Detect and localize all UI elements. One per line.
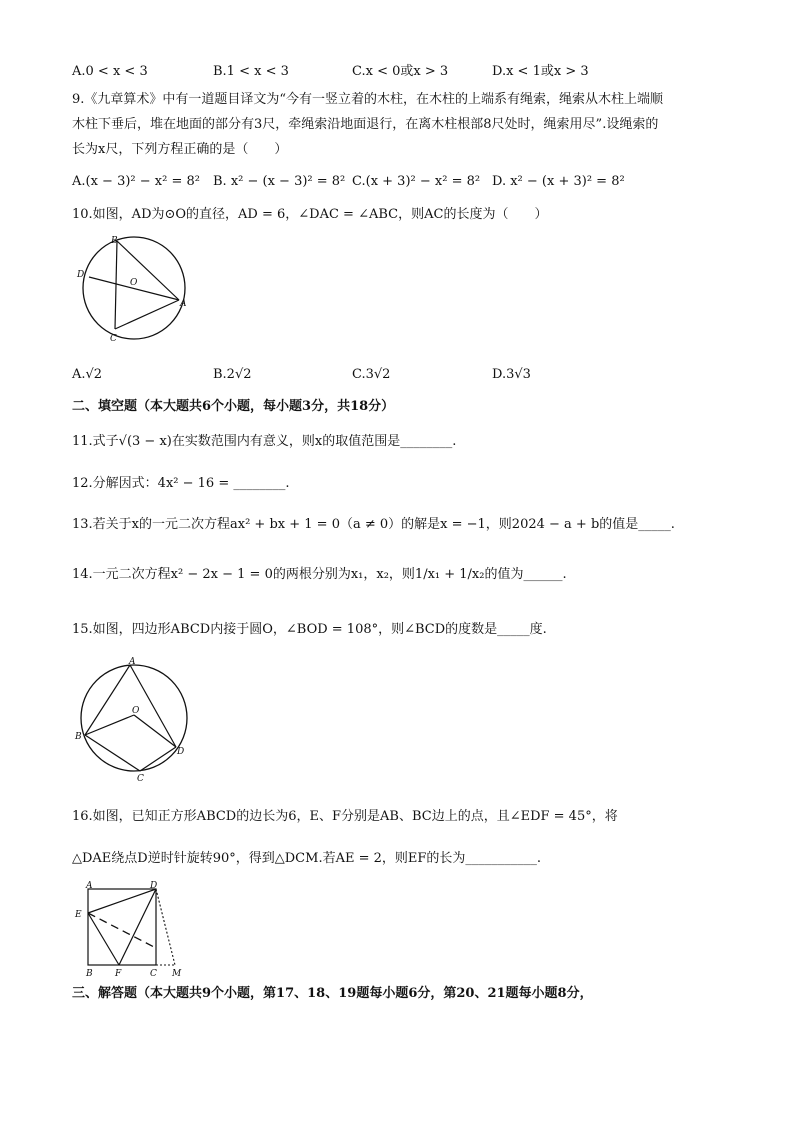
section-3-heading: 三、解答题（本大题共9个小题，第17、18、19题每小题6分，第20、21题每小题8分，	[72, 986, 593, 1001]
label-a: A	[86, 881, 93, 891]
option-c: C.x < 0或x > 3	[352, 64, 449, 79]
q16-square-figure	[72, 880, 192, 978]
section-2-heading: 二、填空题（本大题共6个小题，每小题3分，共18分）	[72, 399, 395, 414]
label-o: O	[132, 706, 140, 716]
q16-stem-line2: △DAE绕点D逆时针旋转90°，得到△DCM.若AE = 2，则EF的长为___________.	[72, 851, 542, 866]
label-d: D	[77, 270, 85, 280]
label-b: B	[111, 236, 118, 246]
option-d: D. x² − (x + 3)² = 8²	[492, 174, 625, 189]
segment-dm-dotted	[156, 889, 175, 965]
chord-ba	[117, 241, 179, 300]
label-c: C	[137, 774, 144, 783]
option-d: D.3√3	[492, 367, 531, 382]
label-b: B	[75, 732, 82, 742]
q9-stem-line1: 9.《九章算术》中有一道题目译文为“今有一竖立着的木柱，在木柱的上端系有绳索，绳索从木柱上端顺	[72, 92, 664, 107]
option-a: A.(x − 3)² − x² = 8²	[72, 174, 200, 189]
q10-stem: 10.如图，AD为⊙O的直径，AD = 6，∠DAC = ∠ABC，则AC的长度为（ ）	[72, 207, 548, 222]
side-cd	[140, 747, 176, 771]
label-b: B	[86, 969, 93, 978]
label-e: E	[75, 910, 82, 920]
chord-bc	[115, 241, 117, 329]
label-f: F	[115, 969, 122, 978]
option-b: B. x² − (x − 3)² = 8²	[213, 174, 346, 189]
q13-stem: 13.若关于x的一元二次方程ax² + bx + 1 = 0（a ≠ 0）的解是x = −1，则2024 − a + b的值是_____.	[72, 517, 675, 532]
q15-circle-figure	[72, 655, 194, 783]
q14-stem: 14.一元二次方程x² − 2x − 1 = 0的两根分别为x₁，x₂，则1/x₁ + 1/x₂的值为______.	[72, 567, 567, 582]
option-b: B.2√2	[213, 367, 252, 382]
label-c: C	[150, 969, 157, 978]
side-bc	[85, 735, 140, 771]
label-a: A	[180, 299, 187, 309]
label-c: C	[110, 334, 117, 344]
label-o: O	[130, 278, 138, 288]
label-m: M	[172, 969, 182, 978]
option-d: D.x < 1或x > 3	[492, 64, 589, 79]
q15-stem: 15.如图，四边形ABCD内接于圆O，∠BOD = 108°，则∠BCD的度数是_____度.	[72, 622, 547, 637]
option-c: C.3√2	[352, 367, 391, 382]
label-a: A	[129, 657, 136, 667]
side-ab	[85, 665, 130, 735]
circle-o	[81, 665, 187, 771]
radius-ob	[85, 715, 134, 735]
q9-stem-line2: 木柱下垂后，堆在地面的部分有3尺，牵绳索沿地面退行，在离木柱根部8尺处时，绳索用尽”.设绳索的	[72, 117, 659, 132]
label-d: D	[177, 747, 185, 757]
option-a: A.0 < x < 3	[72, 64, 148, 79]
option-c: C.(x + 3)² − x² = 8²	[352, 174, 481, 189]
option-a: A.√2	[72, 367, 103, 382]
q16-stem-line1: 16.如图，已知正方形ABCD的边长为6，E、F分别是AB、BC边上的点，且∠EDF = 45°，将	[72, 809, 618, 824]
q9-stem-line3: 长为x尺，下列方程正确的是（ ）	[72, 142, 288, 157]
radius-od	[134, 715, 176, 747]
option-b: B.1 < x < 3	[213, 64, 289, 79]
label-d: D	[150, 881, 158, 891]
q12-stem: 12.分解因式：4x² − 16 = ________.	[72, 476, 290, 491]
q10-circle-figure	[72, 232, 192, 346]
q11-stem: 11.式子√(3 − x)在实数范围内有意义，则x的取值范围是________.	[72, 434, 457, 449]
